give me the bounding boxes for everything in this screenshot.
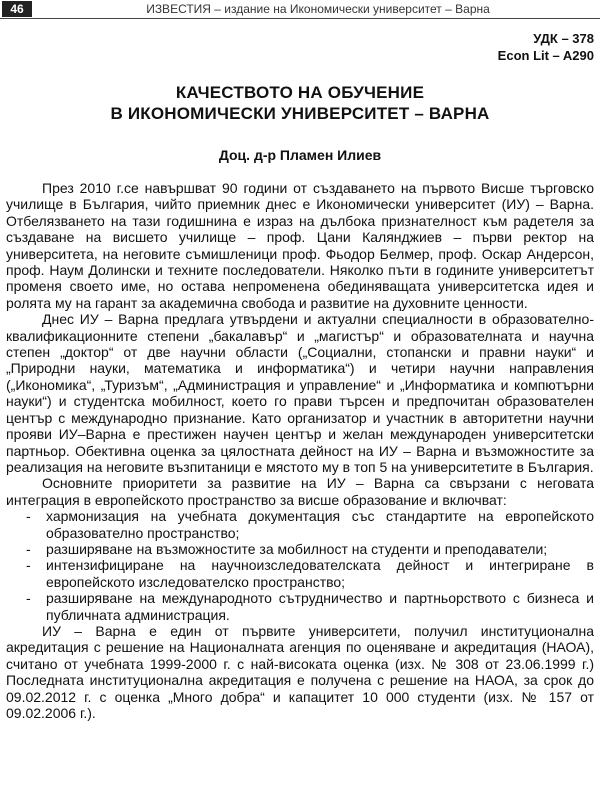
author-name: Доц. д-р Пламен Илиев	[218, 147, 382, 163]
udk-code: УДК – 378	[533, 31, 594, 46]
list-item	[26, 557, 594, 590]
title-line-2: В ИКОНОМИЧЕСКИ УНИВЕРСИТЕТ – ВАРНА	[110, 104, 490, 123]
running-header	[0, 0, 600, 19]
dash-bullet: -	[26, 540, 31, 557]
paragraph-3: Основните приоритети за развитие на ИУ – Варна са свързани с неговата интеграция в европейското пространство за висше образование и включват:	[6, 475, 594, 508]
dash-bullet: -	[26, 557, 31, 574]
list-item-text: разширяване на международното сътрудничество и партньорството с бизнеса и публичната администрация.	[46, 590, 594, 623]
dash-bullet: -	[26, 508, 31, 525]
priorities-list	[6, 508, 594, 623]
econlit-code: Econ Lit – A290	[497, 48, 594, 63]
article-title	[0, 82, 600, 124]
running-head-title: ИЗВЕСТИЯ – издание на Икономически университет – Варна	[146, 2, 490, 16]
dash-bullet: -	[26, 590, 31, 607]
list-item	[26, 541, 594, 557]
list-item-text: разширяване на възможностите за мобилност на студенти и преподаватели;	[46, 540, 548, 557]
list-item-text: интензифициране на научноизследователската дейност и интегриране в европейското изследователско пространство;	[46, 557, 594, 590]
title-line-1: КАЧЕСТВОТО НА ОБУЧЕНИЕ	[175, 83, 425, 102]
paragraph-4: ИУ – Варна е един от първите университети, получил институционална акредитация с решение на Националната агенция по оценяване и акредитация (НАОА), считано от учебната 1999-2000 г. с най-високата оценка (изх. № 308 от 23.06.1999 г.) Последната институционална акредитация е получена с решение на НАОА, за срок до 09.02.2012 г. с оценка „Много добра“ и капацитет 10 000 студенти (изх. № 157 от 09.02.2006 г.).	[6, 622, 594, 721]
paragraph-2: Днес ИУ – Варна предлага утвърдени и актуални специалности в образователно-квалификационните степени „бакалавър“ и „магистър“ и образователната и научна степен „доктор“ от две научни области („Социални, стопански и правни науки“ и „Природни науки, математика и информатика“) и четири научни направления („Икономика“, „Туризъм“, „Администрация и управление“ и „Информатика и компютърни науки“) и студентска мобилност, което го прави търсен и предпочитан образователен център с международно признание. Като организатор и участник в авторитетни научни прояви ИУ–Варна е престижен научен център и желан международен университетски партньор. Обективна оценка за цялостната дейност на ИУ – Варна и възможностите за реализация на неговите възпитаници е мястото му в топ 5 на университетите в България.	[6, 311, 594, 475]
paragraph-1: През 2010 г.се навършват 90 години от създаването на първото Висше търговско училище в България, чийто приемник днес е Икономически университет (ИУ) – Варна. Отбелязването на тази годишнина е израз на дълбока признателност към радетеля за създаване на висшето училище – проф. Цани Калянджиев – първи ректор на университета, на неговите съмишленици проф. Фьодор Белмер, проф. Оскар Андерсон, проф. Наум Долински и техните последователи. Няколко пъти в годините университетът променя своето име, но остава непроменена обединяващата университетска идея и ролята му на гарант за академична свобода и развитие на духовните ценности.	[6, 180, 594, 311]
classification-codes	[498, 30, 594, 64]
article-body	[6, 180, 594, 721]
list-item	[26, 590, 594, 623]
page-number: 46	[2, 1, 32, 17]
list-item-text: хармонизация на учебната документация със стандартите на европейското образователно пространство;	[46, 508, 594, 541]
list-item	[26, 508, 594, 541]
